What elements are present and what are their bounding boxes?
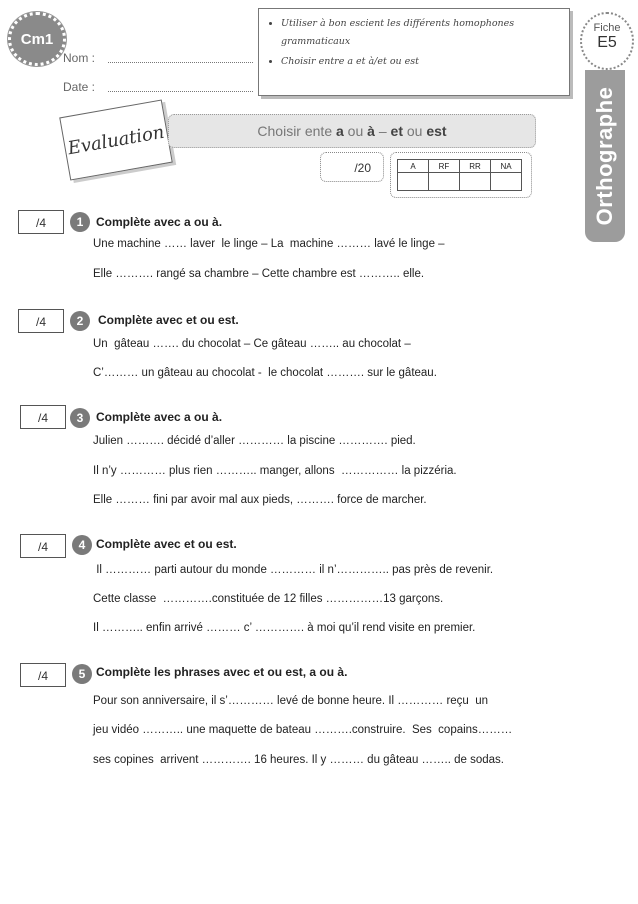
grid-cell[interactable] [491, 173, 522, 191]
exercise-title: Complète les phrases avec et ou est, a ou à. [96, 665, 348, 679]
exercise-line: Julien ………. décidé d’aller ………… la piscine …………. pied. [93, 435, 416, 447]
grid-cell[interactable] [460, 173, 491, 191]
grid-header: NA [491, 160, 522, 173]
fiche-code: E5 [597, 34, 617, 51]
date-field[interactable] [108, 91, 253, 92]
exercise-line: Il ……….. enfin arrivé ……… c’ …………. à moi qu’il rend visite en premier. [93, 622, 476, 634]
exercise-line: Cette classe ………….constituée de 12 filles ……………13 garçons. [93, 593, 444, 605]
grid-header: RF [429, 160, 460, 173]
exercise-title: Complète avec et ou est. [96, 537, 237, 551]
title-part: ou [402, 123, 427, 139]
exercise-line: C’……… un gâteau au chocolat - le chocolat ………. sur le gâteau. [93, 367, 437, 379]
exercise-number: 4 [72, 535, 92, 555]
evaluation-stamp [59, 99, 173, 180]
fiche-label: Fiche [593, 22, 621, 34]
evaluation-stamp-text: Evaluation [66, 121, 166, 159]
fiche-badge [580, 12, 634, 70]
exercise-title: Complète avec et ou est. [98, 313, 239, 327]
exercise-title: Complète avec a ou à. [96, 215, 223, 229]
exercise-line: ses copines arrivent …………. 16 heures. Il y ……… du gâteau …….. de sodas. [93, 754, 504, 766]
exercise-score-box: /4 [18, 210, 64, 234]
objective-item: • Utiliser à bon escient les différents homophones grammaticaux [281, 15, 569, 51]
exercise-line: Il ………… parti autour du monde ………… il n’………….. pas près de revenir. [93, 564, 494, 576]
exercise-number: 1 [70, 212, 90, 232]
exercise-title: Complète avec a ou à. [96, 410, 223, 424]
evaluation-grid [390, 152, 532, 198]
subject-label: Orthographe [592, 86, 617, 226]
exercise-line: Une machine …… laver le linge – La machine ……… lavé le linge – [93, 238, 445, 250]
exercise-line: jeu vidéo ……….. une maquette de bateau ……….construire. Ses copains……… [93, 724, 513, 736]
title-part: – [374, 123, 391, 139]
exercise-score-box: /4 [20, 663, 66, 687]
title-part: Choisir ente [257, 123, 336, 139]
subject-tab [585, 70, 625, 242]
nom-field[interactable] [108, 62, 253, 63]
grid-header: A [398, 160, 429, 173]
class-badge-label: Cm1 [20, 30, 54, 48]
grid-header: RR [460, 160, 491, 173]
exercise-line: Un gâteau ……. du chocolat – Ce gâteau …….. au chocolat – [93, 338, 411, 350]
exercise-score-box: /4 [20, 534, 66, 558]
exercise-number: 3 [70, 408, 90, 428]
title-part: a [336, 123, 344, 139]
grid-cell[interactable] [398, 173, 429, 191]
evaluation-title [168, 114, 536, 148]
exercise-score-box: /4 [20, 405, 66, 429]
total-score-box: /20 [320, 152, 384, 182]
exercise-line: Pour son anniversaire, il s’………… levé de bonne heure. Il ………… reçu un [93, 695, 489, 707]
exercise-line: Elle ………. rangé sa chambre – Cette chambre est ……….. elle. [93, 268, 425, 280]
exercise-score-box: /4 [18, 309, 64, 333]
date-label: Date : [63, 80, 96, 94]
class-badge [8, 12, 66, 66]
exercise-line: Il n’y ………… plus rien ……….. manger, allons …………… la pizzéria. [93, 465, 457, 477]
title-part: ou [343, 123, 368, 139]
title-part: à [367, 123, 375, 139]
objectives-card [258, 8, 570, 96]
exercise-number: 5 [72, 664, 92, 684]
grid-cell[interactable] [429, 173, 460, 191]
title-part: est [426, 123, 447, 139]
title-part: et [390, 123, 403, 139]
objective-item: • Choisir entre a et à/et ou est [281, 53, 569, 71]
exercise-line: Elle ……… fini par avoir mal aux pieds, ………. force de marcher. [93, 494, 427, 506]
nom-label: Nom : [63, 51, 96, 65]
exercise-number: 2 [70, 311, 90, 331]
